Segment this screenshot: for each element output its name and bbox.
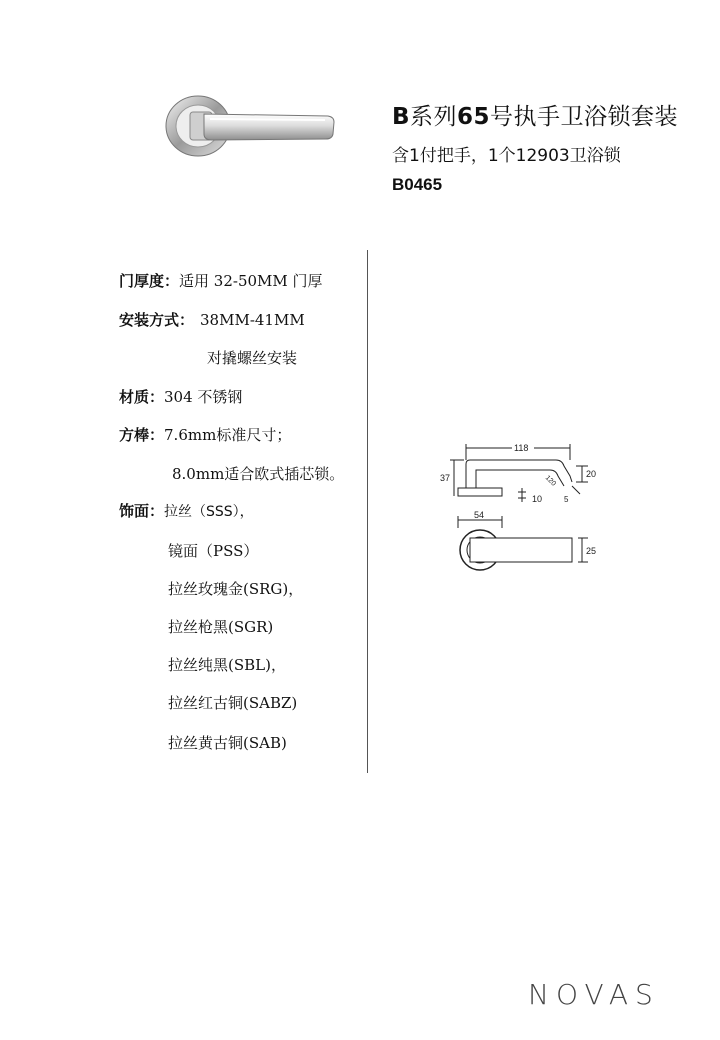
finish-item: 拉丝枪黑(SGR) xyxy=(168,618,274,636)
finish-item: 拉丝玫瑰金(SRG)， xyxy=(168,580,304,598)
spec-finish: 饰面：拉丝（SSS）， xyxy=(119,502,254,520)
dim-width: 25 xyxy=(586,546,597,556)
spec-install: 安装方式： 38MM-41MM xyxy=(119,311,305,329)
handle-product-image xyxy=(160,88,340,168)
spec-install-method: 对撬螺丝安装 xyxy=(207,349,298,367)
dim-angle: 120 xyxy=(543,474,557,488)
spec-square-bar: 方棒：7.6mm标准尺寸； xyxy=(119,426,292,444)
finish-item: 拉丝红古铜(SABZ) xyxy=(168,694,298,712)
dim-rose-diameter: 54 xyxy=(474,510,485,520)
dim-tip: 5 xyxy=(564,495,569,504)
dim-rose-thickness: 10 xyxy=(532,494,543,504)
product-title: B系列65号执手卫浴锁套装 xyxy=(392,104,679,130)
finish-item: 镜面（PSS） xyxy=(168,542,259,560)
finish-item: 拉丝纯黑(SBL)， xyxy=(168,656,286,674)
finish-item: 拉丝黄古铜(SAB) xyxy=(168,734,287,752)
product-code: B0465 xyxy=(392,175,443,194)
vertical-divider xyxy=(367,250,368,773)
spec-square-bar-euro: 8.0mm适合欧式插芯锁。 xyxy=(172,465,345,483)
dim-height: 37 xyxy=(440,473,451,483)
product-subtitle: 含1付把手，1个12903卫浴锁 xyxy=(392,146,621,166)
dim-end: 20 xyxy=(586,469,597,479)
dim-length: 118 xyxy=(514,443,529,453)
dimension-drawing xyxy=(430,436,610,586)
novas-logo: NOVAS xyxy=(528,978,660,1011)
spec-door-thickness: 门厚度：适用 32-50MM 门厚 xyxy=(119,272,323,290)
spec-material: 材质：304 不锈钢 xyxy=(119,388,243,406)
